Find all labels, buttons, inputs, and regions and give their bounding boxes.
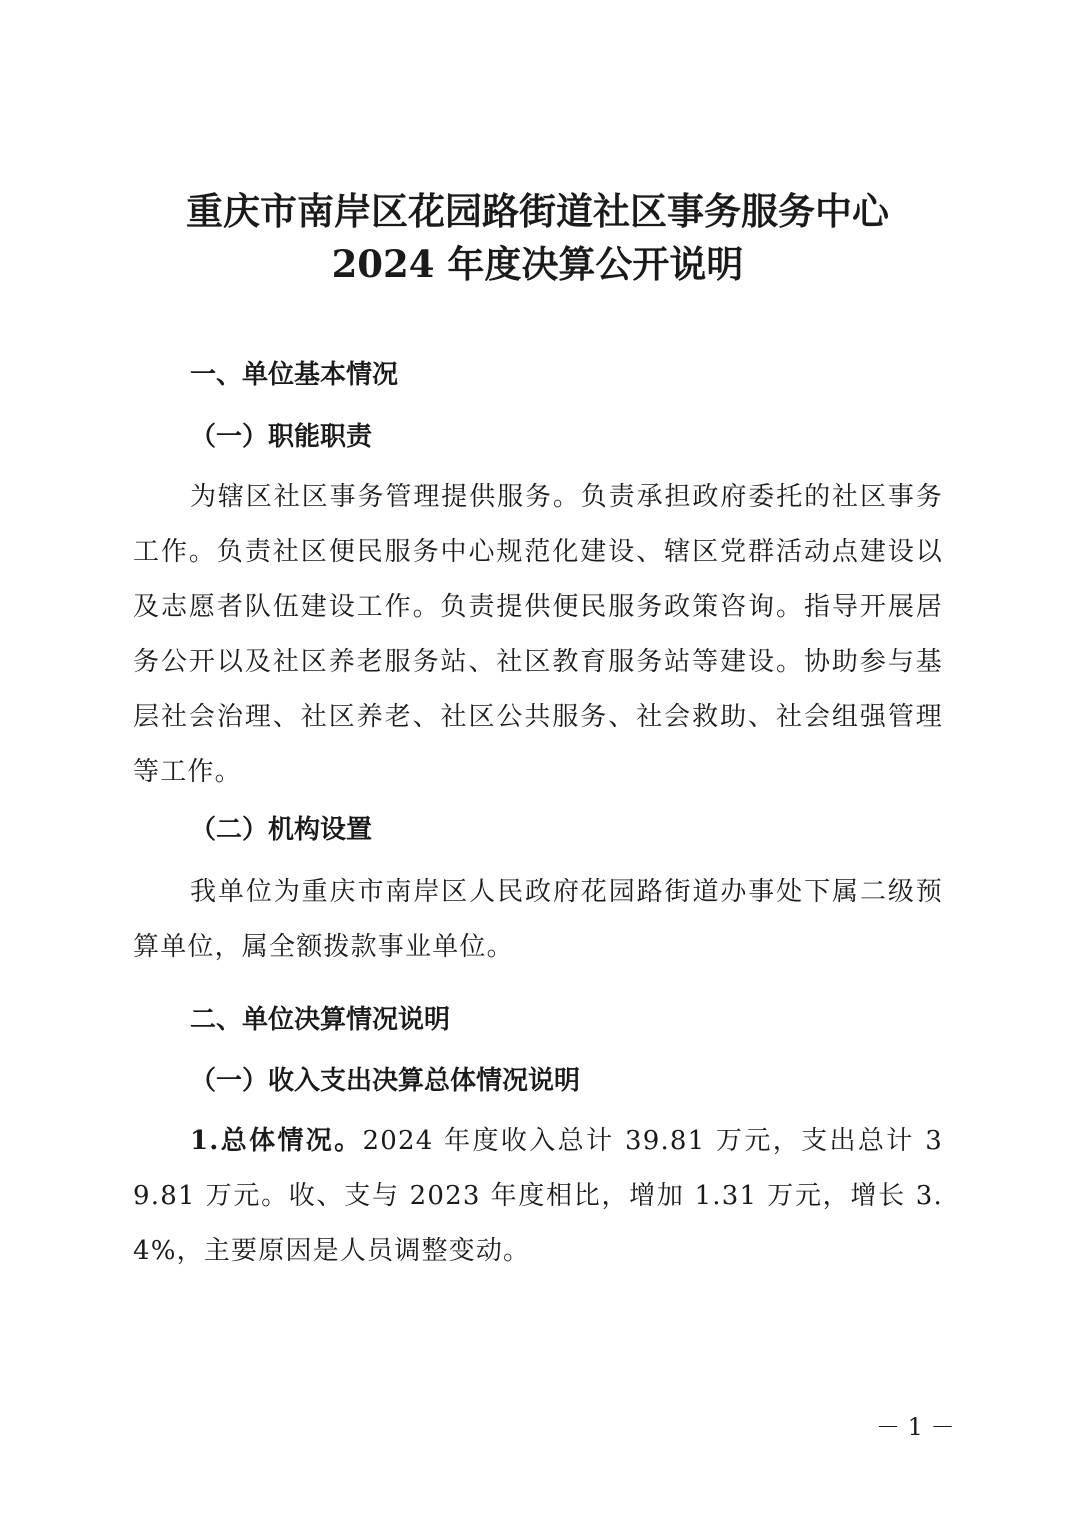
document-title-line2: 2024 年度决算公开说明	[331, 242, 744, 286]
section1-sub2-heading: （二）机构设置	[190, 815, 373, 845]
section1-sub2-body: 我单位为重庆市南岸区人民政府花园路街道办事处下属二级预算单位，属全额拨款事业单位。	[133, 877, 943, 962]
document-title-line1: 重庆市南岸区花园路街道社区事务服务中心	[186, 189, 889, 233]
section1-sub1-body: 为辖区社区事务管理提供服务。负责承担政府委托的社区事务工作。负责社区便民服务中心规范化建设、辖区党群活动点建设以及志愿者队伍建设工作。负责提供便民服务政策咨询。指导开展居务公开以及社区养老服务站、社区教育服务站等建设。协助参与基层社会治理、社区养老、社区公共服务、社会救助、社会组强管理等工作。	[133, 482, 943, 787]
section2-heading: 二、单位决算情况说明	[190, 1005, 451, 1035]
page-number: － 1 －	[876, 1413, 955, 1441]
section2-item1-paragraph	[133, 1114, 943, 1279]
section2-item1-body: 2024 年度收入总计 39.81 万元，支出总计 39.81 万元。收、支与 2023 年度相比，增加 1.31 万元，增长 3.4%，主要原因是人员调整变动。	[133, 1126, 943, 1266]
section2-item1-label: 1.总体情况。	[190, 1126, 363, 1156]
section2-sub1-heading: （一）收入支出决算总体情况说明	[190, 1066, 581, 1096]
section1-sub1-heading: （一）职能职责	[190, 422, 373, 452]
section1-heading: 一、单位基本情况	[190, 360, 399, 390]
